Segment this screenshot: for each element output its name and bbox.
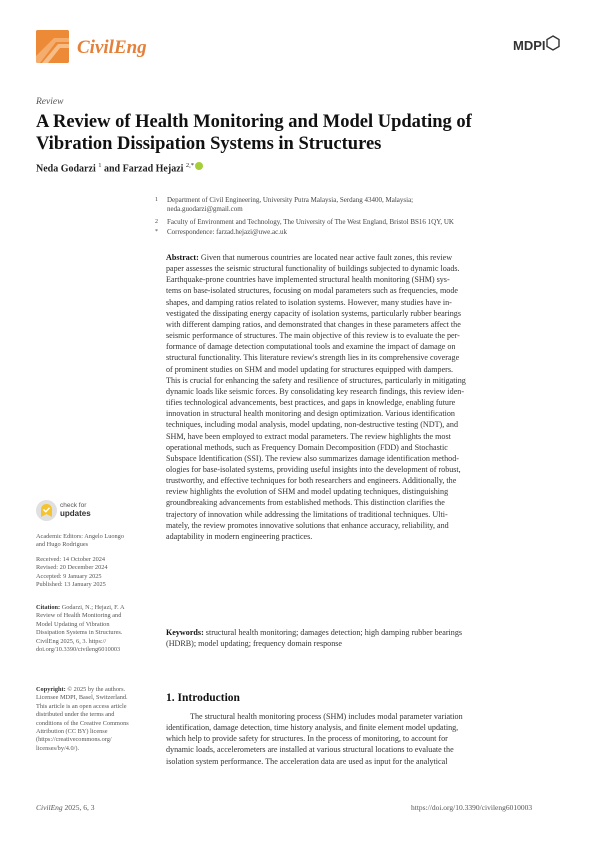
abstract-line: paper assesses the seismic structural functionality of buildings subjected to dynamic loads. bbox=[166, 264, 460, 274]
citation-line: Model Updating of Vibration bbox=[36, 620, 110, 628]
affiliation-line: Faculty of Environment and Technology, The University of The West England, Bristol BS16 1QY, UK bbox=[167, 218, 454, 226]
abstract-label: Abstract: bbox=[166, 253, 199, 262]
keywords bbox=[166, 627, 559, 649]
citation-line: CivilEng 2025, 6, 3. https:// bbox=[36, 637, 107, 645]
citation-line: Review of Health Monitoring and bbox=[36, 612, 122, 620]
intro-line: dynamic loads, accelerometers are installed at various structural locations to evaluate the bbox=[166, 745, 454, 755]
date-line: Published: 13 January 2025 bbox=[36, 581, 106, 589]
journal-name[interactable]: CivilEng bbox=[77, 37, 147, 58]
author-name[interactable]: Neda Godarzi bbox=[36, 163, 96, 175]
affiliation-line: Department of Civil Engineering, University Putra Malaysia, Serdang 43400, Malaysia; bbox=[167, 196, 414, 204]
license-link[interactable]: (https://creativecommons.org/ bbox=[36, 736, 112, 744]
abstract-line: structural functionality. This literature review's strength lies in its comprehensive coverage bbox=[166, 353, 460, 363]
copyright-line: Licensee MDPI, Basel, Switzerland. bbox=[36, 694, 128, 702]
intro-line: which help to provide safety for structures. In the process of monitoring, to account for bbox=[166, 734, 448, 744]
date-line: Received: 14 October 2024 bbox=[36, 556, 106, 563]
abstract-line: Subspace Identification (SSI). The review also summarizes damage identification method- bbox=[166, 453, 459, 463]
abstract-line: groundbreaking advancements from established methods. This distinction clarifies the bbox=[166, 498, 445, 508]
author-sup: 2,* bbox=[185, 162, 195, 169]
abstract-line: of prominent studies on SHM and model updating for structures equipped with dampers. bbox=[166, 364, 454, 374]
abstract-line: Abstract: Given that numerous countries are located near active fault zones, this review bbox=[166, 253, 453, 262]
affiliation-number: 1 bbox=[155, 197, 158, 203]
date-line: Revised: 20 December 2024 bbox=[36, 564, 108, 572]
footer-citation: CivilEng 2025, 6, 3 bbox=[36, 803, 95, 812]
check-updates-text: check for updates bbox=[60, 502, 91, 518]
citation bbox=[36, 604, 156, 654]
abstract-line: review highlights the evolution of SHM and model updating techniques, distinguishing bbox=[166, 487, 449, 497]
check-updates-icon bbox=[36, 500, 57, 521]
title-line: A Review of Health Monitoring and Model Updating of bbox=[36, 112, 472, 132]
academic-editors bbox=[36, 533, 156, 550]
article-title bbox=[36, 111, 556, 155]
abstract-line: operational methods, such as Frequency Domain Decomposition (FDD) and Stochastic bbox=[166, 442, 448, 452]
copyright bbox=[36, 686, 156, 753]
abstract-line: adaptability in modern engineering practices. bbox=[166, 531, 313, 541]
copyright-line: Attribution (CC BY) license bbox=[36, 728, 108, 736]
mdpi-hexagon-icon bbox=[546, 35, 560, 55]
footer-journal: CivilEng bbox=[36, 803, 63, 812]
abstract-line: ologies for base-isolated systems, providing useful insights into the development of robust, bbox=[166, 464, 461, 474]
civileng-logo-icon bbox=[36, 30, 69, 63]
journal-logo bbox=[36, 30, 69, 63]
publisher-name[interactable]: MDPI bbox=[513, 38, 546, 53]
intro-paragraph bbox=[166, 711, 559, 767]
keywords-line: Keywords: structural health monitoring; damages detection; high damping rubber bearings bbox=[166, 628, 463, 637]
citation-doi[interactable]: doi.org/10.3390/civileng6010003 bbox=[36, 646, 121, 654]
abstract-line: techniques, including modal analysis, model updating, non-destructive testing (NDT), and bbox=[166, 420, 458, 430]
orcid-icon[interactable] bbox=[195, 162, 203, 170]
abstract-line: shapes, and damping ratios related to isolation systems. However, many studies have in- bbox=[166, 297, 452, 307]
correspondence-line[interactable]: Correspondence: farzad.hejazi@uwe.ac.uk bbox=[167, 228, 287, 236]
affiliation-email[interactable]: neda.guodarzi@gmail.com bbox=[167, 205, 243, 213]
article-type: Review bbox=[36, 97, 64, 107]
intro-line: isolation system performance. The acceleration data are used as input for the analytical bbox=[166, 756, 448, 766]
footer-doi-link[interactable]: https://doi.org/10.3390/civileng6010003 bbox=[411, 803, 533, 812]
abstract-line: Earthquake-prone countries have implemented structural health monitoring (SHM) sys- bbox=[166, 275, 450, 285]
intro-line: identification, damage detection, time history analysis, and finite element model updating, bbox=[166, 723, 459, 733]
copyright-label: Copyright: bbox=[36, 686, 66, 693]
abstract-line: This is crucial for enhancing the safety and resilience of structures, particularly in mitigating bbox=[166, 375, 466, 385]
affiliation bbox=[155, 196, 557, 214]
affiliation-number: * bbox=[155, 229, 158, 235]
correspondence bbox=[155, 228, 557, 237]
abstract-line: seismic performance of structures. The main objective of this review is to evaluate the per- bbox=[166, 331, 460, 341]
abstract bbox=[166, 252, 559, 542]
abstract-line: tems on base-isolated structures, focusing on modal parameters such as frequencies, mode bbox=[166, 286, 458, 296]
copyright-line: conditions of the Creative Commons bbox=[36, 719, 129, 727]
editor-line: Academic Editors: Angelo Luongo bbox=[36, 533, 124, 540]
abstract-line: vestigated the dissipating energy capacity of isolation systems, particularly rubber bearings bbox=[166, 308, 461, 318]
abstract-line: formance of damage detection computational tools and examine the impact of damage on bbox=[166, 342, 456, 352]
abstract-line: trajectory of innovation while addressing the limitations of traditional techniques. Ulti- bbox=[166, 509, 448, 519]
abstract-line: innovation in structural health monitoring and design optimization. Various identification bbox=[166, 409, 455, 419]
abstract-line: tifies technological advancements, best practices, and gaps in knowledge, enabling future bbox=[166, 398, 456, 408]
keywords-line: (HDRB); model updating; frequency domain response bbox=[166, 639, 342, 649]
copyright-line: distributed under the terms and bbox=[36, 711, 115, 719]
copyright-line: Copyright: © 2025 by the authors. bbox=[36, 686, 126, 693]
abstract-line: SHM, have been employed to extract modal parameters. The review highlights the most bbox=[166, 431, 451, 441]
citation-line: Dissipation Systems in Structures. bbox=[36, 629, 123, 637]
intro-line: The structural health monitoring process (SHM) includes modal parameter variation bbox=[190, 712, 463, 721]
affiliation bbox=[155, 218, 557, 227]
affiliation-number: 2 bbox=[155, 219, 158, 225]
copyright-line: This article is an open access article bbox=[36, 702, 127, 710]
publication-dates bbox=[36, 556, 156, 590]
author-name[interactable]: Farzad Hejazi bbox=[122, 163, 184, 175]
citation-line: Citation: Godarzi, N.; Hejazi, F. A bbox=[36, 604, 125, 611]
editor-line: and Hugo Rodrigues bbox=[36, 541, 89, 549]
section-heading: 1. Introduction bbox=[166, 692, 240, 704]
author-conjunction: and bbox=[101, 163, 123, 175]
abstract-line: trustworthy, and effective techniques for both researchers and engineers. Additionally, the bbox=[166, 476, 457, 486]
citation-label: Citation: bbox=[36, 604, 61, 611]
author-list bbox=[36, 162, 203, 174]
author-sup: 1 bbox=[98, 162, 102, 169]
keywords-label: Keywords: bbox=[166, 628, 204, 637]
license-link[interactable]: licenses/by/4.0/). bbox=[36, 744, 80, 752]
abstract-line: with different damping ratios, and demonstrated that changes in these parameters affect the bbox=[166, 319, 461, 329]
abstract-line: mately, the review promotes innovative solutions that enhance accuracy, reliability, and bbox=[166, 520, 449, 530]
date-line: Accepted: 9 January 2025 bbox=[36, 572, 102, 580]
abstract-line: dynamic loads like seismic forces. By consolidating key research findings, this review iden- bbox=[166, 386, 465, 396]
title-line: Vibration Dissipation Systems in Structures bbox=[36, 134, 382, 154]
